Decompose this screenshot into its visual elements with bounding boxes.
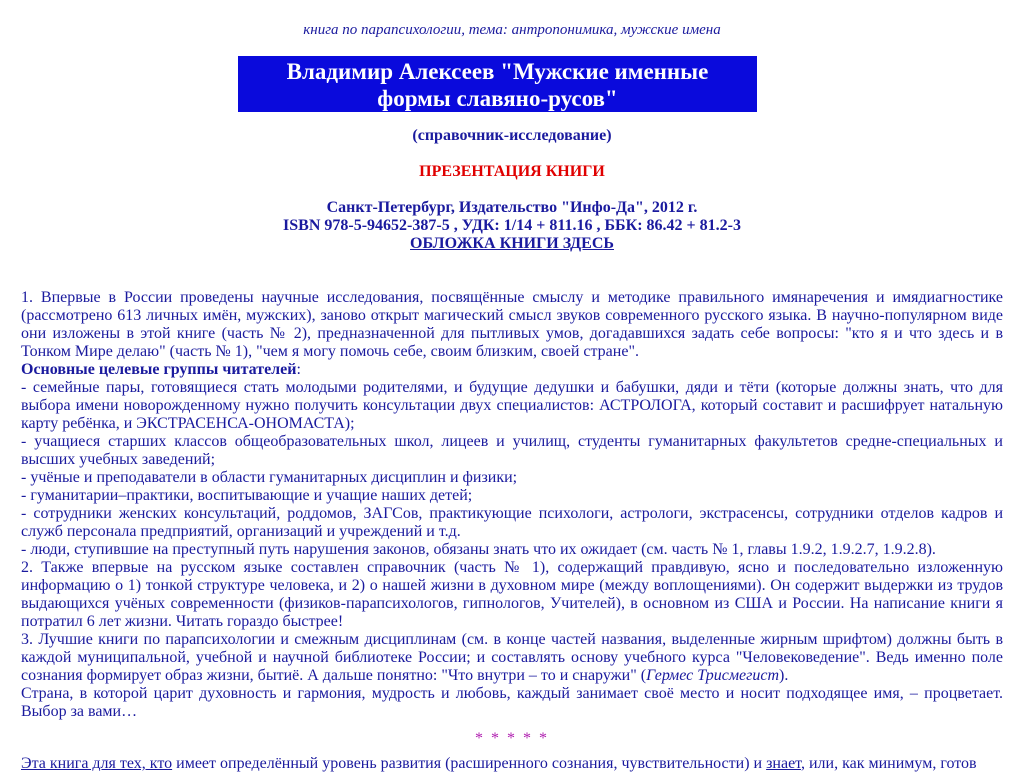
group-item-2: - учащиеся старших классов общеобразовательных школ, лицеев и училищ, студенты гуманитарных факультетов средне-специальных и высших учебных заведений; [21, 433, 1003, 468]
target-groups-heading [21, 361, 1003, 379]
target-groups-label: Основные целевые группы читателей [21, 361, 297, 378]
book-title-box [238, 56, 757, 112]
knows-link[interactable]: знает [766, 755, 801, 772]
group-item-3: - учёные и преподаватели в области гуманитарных дисциплин и физики; [21, 469, 518, 486]
publisher-line: Санкт-Петербург, Издательство "Инфо-Да", 2012 г. [326, 199, 698, 216]
audience-link[interactable]: Эта книга для тех, кто [21, 755, 173, 772]
group-item-1: - семейные пары, готовящиеся стать молодыми родителями, и будущие дедушки и бабушки, дяди и тёти (которые должны знать, что для выбора имени новорожденному нужно получить консультации двух специалистов: АСТРОЛОГА, который составит и расшифрует натальную карту ребёнка, и ЭКСТРАСЕНСА-ОНОМАСТА); [21, 379, 1003, 432]
book-tagline: книга по парапсихологии, тема: антропонимика, мужские имена [303, 22, 721, 38]
quote-author: Гермес Трисмегист [646, 667, 780, 684]
paragraph-5 [21, 755, 1003, 773]
group-item-4: - гуманитарии–практики, воспитывающие и учащие наших детей; [21, 487, 473, 504]
paragraph-5-end: , или, как минимум, готов [800, 755, 977, 772]
book-title-line2: формы славяно-русов" [377, 86, 618, 111]
isbn-line: ISBN 978-5-94652-387-5 , УДК: 1/14 + 811.16 , ББК: 86.42 + 81.2-3 [283, 217, 741, 234]
paragraph-4: Страна, в которой царит духовность и гармония, мудрость и любовь, каждый занимает своё место и носит подходящее имя, – процветает. Выбор за вами… [21, 685, 1003, 720]
paragraph-3-main: 3. Лучшие книги по парапсихологии и смежным дисциплинам (см. в конце частей названия, выделенные жирным шрифтом) должны быть в каждой муниципальной, учебной и научной библиотеке России; и составлять основу учебного курса "Человековедение". Ведь именно поле сознания формирует образ жизни, бытиё. А дальше понятно: "Что внутри – то и снаружи" ( [21, 631, 1003, 684]
book-subtype: (справочник-исследование) [412, 127, 612, 144]
paragraph-3-end: ). [779, 667, 789, 684]
paragraph-2: 2. Также впервые на русском языке составлен справочник (часть № 1), содержащий правдивую, ясно и последовательно изложенную информацию о 1) тонкой структуре человека, и 2) о нашей жизни в духовном мире (между воплощениями). Он содержит выдержки из трудов выдающихся учёных современности (физиков-парапсихологов, гипнологов, Учителей), в основном из США и России. На написание книги я потратил 6 лет жизни. Читать гораздо быстрее! [21, 559, 1003, 630]
paragraph-5-mid: имеет определённый уровень развития (расширенного сознания, чувствительности) и [172, 755, 767, 772]
group-item-6: - люди, ступившие на преступный путь нарушения законов, обязаны знать что их ожидает (см. часть № 1, главы 1.9.2, 1.9.2.7, 1.9.2.8). [21, 541, 936, 558]
book-title-line1: Владимир Алексеев "Мужские именные [286, 59, 709, 84]
main-text [21, 289, 1003, 773]
section-divider: * * * * * [475, 730, 549, 747]
paragraph-3 [21, 631, 1003, 685]
group-item-5: - сотрудники женских консультаций, роддомов, ЗАГСов, практикующие психологи, астрологи, экстрасенсы, сотрудники отделов кадров и служб персонала предприятий, организаций и учреждений и т.д. [21, 505, 1003, 540]
presentation-heading: ПРЕЗЕНТАЦИЯ КНИГИ [419, 163, 605, 180]
cover-link[interactable]: ОБЛОЖКА КНИГИ ЗДЕСЬ [410, 235, 614, 252]
paragraph-1: 1. Впервые в России проведены научные исследования, посвящённые смыслу и методике правильного имянаречения и имядиагностике (рассмотрено 613 личных имён, мужских), заново открыт магический смысл звуков современного русского языка. В научно-популярном виде они изложены в этой книге (часть № 2), предназначенной для пытливых умов, догадавшихся задать себе вопросы: "кто я и что здесь и в Тонком Мире делаю" (часть № 1), "чем я могу помочь себе, своим близким, своей стране". [21, 289, 1003, 360]
target-groups-colon: : [296, 361, 301, 378]
